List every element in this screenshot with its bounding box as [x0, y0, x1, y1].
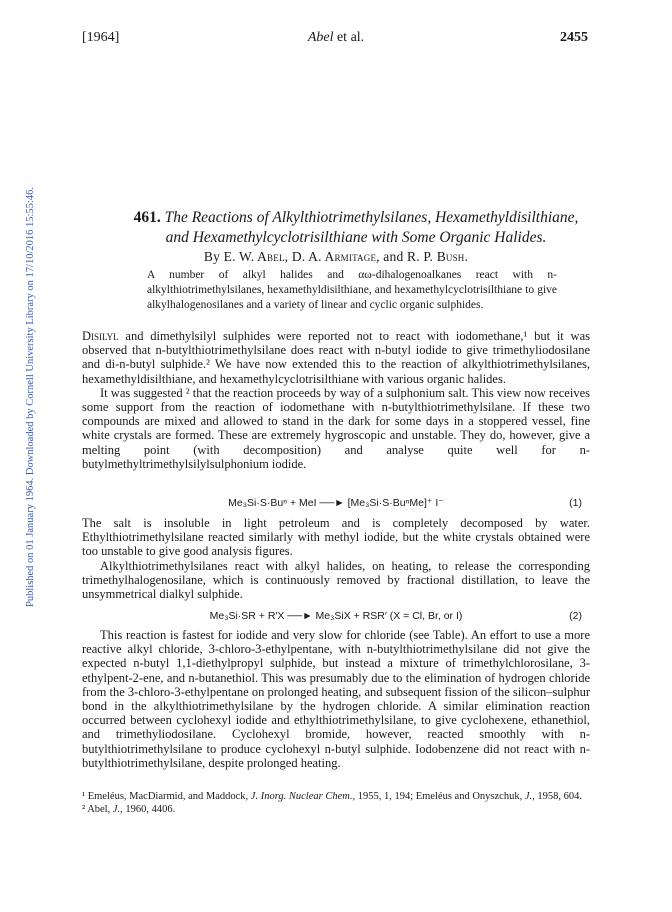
footnotes: [82, 791, 590, 816]
footnote-1-authors: ¹ Emeléus, MacDiarmid, and Maddock,: [82, 791, 251, 802]
equation-2-text: Me₃Si·SR + R′X ──► Me₃SiX + RSR′ (X = Cl, Br, or I): [209, 610, 463, 622]
article-title: [96, 208, 616, 248]
title-line-1: The Reactions of Alkylthiotrimethylsilanes, Hexamethyldisilthiane,: [160, 209, 579, 226]
footnote-2-author: ² Abel,: [82, 803, 113, 815]
footnote-1: [82, 791, 590, 804]
author-3: R. P. Bush: [406, 249, 465, 264]
article-number: 461.: [133, 209, 161, 226]
footnote-2-details: , 1960, 4406.: [120, 803, 176, 815]
by-label: By: [203, 249, 224, 264]
paragraph-4: Alkylthiotrimethylsilanes react with alkyl halides, on heating, to release the corresponding trimethylhalogenosilane, which is continuously removed by fractional distillation, to leave the unsymmetrical dialkyl sulphide.: [82, 558, 590, 602]
footnote-1-details-2: , 1958, 604.: [532, 791, 582, 802]
paragraph-1-text: and dimethylsilyl sulphides were reported not to react with iodomethane,¹ but it was observed that n-butylthiotrimethylsilane does react with n-butyl iodide to give trimethyliodosilane and di-n-butyl sulphide.² We have now extended this to the reaction of alkylthiotrimethylsilanes, hexamethyldisilthiane, and hexamethylcyclotrisilthiane with various organic halides.: [82, 329, 590, 386]
paragraph-1: [82, 329, 590, 386]
equation-1-text: Me₃Si·S·Buⁿ + MeI ──► [Me₃Si·S·BuⁿMe]⁺ I⁻: [228, 497, 444, 509]
running-head-et-al: et al.: [333, 30, 365, 45]
running-head-author-name: Abel: [307, 30, 334, 45]
title-line-2: and Hexamethylcyclotrisilthiane with Some Organic Halides.: [165, 229, 547, 246]
footnote-2: [82, 804, 590, 817]
footnote-1-journal: J. Inorg. Nuclear Chem.: [250, 791, 353, 802]
paragraph-5: This reaction is fastest for iodide and very slow for chloride (see Table). An effort to use a more reactive alkyl chloride, 3-chloro-3-ethylpentane, with n-butylthiotrimethylsilane did not give the expected n-butyl 1,1-diethylpropyl sulphide, but instead a mixture of trimethylchlorosilane, 3-ethylpent-2-ene, and n-butanethiol. This was presumably due to the elimination of hydrogen chloride from the 3-chloro-3-ethylpentane on prolonged heating, and subsequent fission of the silicon–sulphur bond in the alkylthiotrimethylsilane by the hydrogen chloride. A similar elimination reaction occurred between cyclohexyl iodide and ethylthiotrimethylsilane, to give cyclohexene, ethanethiol, and trimethyliodosilane. Cyclohexyl bromide, however, reacted smoothly with n-butylthiotrimethylsilane to produce cyclohexyl n-butyl sulphide. Iodobenzene did not react with n-butylthiotrimethylsilane, despite prolonged heating.: [82, 628, 590, 770]
footnote-2-journal: J.: [112, 803, 121, 815]
author-line: [0, 249, 672, 265]
equation-2: [82, 610, 590, 624]
author-and: , and: [376, 249, 407, 264]
footnote-1-journal-2: J.: [524, 791, 533, 802]
running-head-year: [1964]: [82, 30, 120, 45]
author-separator: ,: [284, 249, 292, 264]
body-block-3: [82, 628, 590, 770]
download-watermark: Published on 01 January 1964. Downloaded by Cornell University Library on 17/10/2016 15:55:46.: [25, 187, 36, 607]
author-2: D. A. Armitage: [291, 249, 377, 264]
abstract: A number of alkyl halides and αω-dihalogenoalkanes react with n-alkylthiotrimethylsilanes, hexamethyldisilthiane, and hexamethylcyclotrisilthiane to give alkylhalogenosilanes and a variety of linear and cyclic organic sulphides.: [147, 269, 557, 311]
author-1: E. W. Abel: [223, 249, 285, 264]
equation-2-number: (2): [569, 610, 582, 622]
body-block-2: [82, 516, 590, 601]
author-end: .: [464, 249, 469, 264]
equation-1-number: (1): [569, 497, 582, 509]
paragraph-2: It was suggested ² that the reaction proceeds by way of a sulphonium salt. This view now receives some support from the reaction of iodomethane with n-butylthiotrimethylsilane. If these two compounds are mixed and allowed to stand in the dark for some days in a stoppered vessel, fine white crystals are formed. These are extremely hygroscopic and unstable. They do, however, give a melting point (with decomposition) and analyse quite well for n-butylmethyltrimethylsilylsulphonium iodide.: [82, 385, 590, 471]
equation-1: [82, 497, 590, 511]
paragraph-1-lead: Disilyl: [82, 329, 119, 343]
page-number: 2455: [560, 30, 588, 45]
paragraph-3: The salt is insoluble in light petroleum and is completely decomposed by water. Ethylthiotrimethylsilane reacted similarly with methyl iodide, but the white crystals obtained were too unstable to give good analysis figures.: [82, 516, 590, 559]
body-block-1: [82, 329, 590, 471]
footnote-1-details: , 1955, 1, 194; Emeléus and Onyszchuk,: [352, 791, 525, 802]
